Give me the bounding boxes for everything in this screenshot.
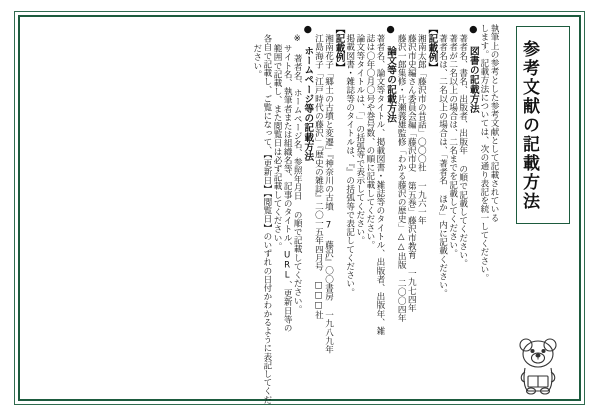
example-heading-papers: 【記載例】 [333, 24, 345, 72]
example-papers-line-1: 湘南花子「郷土の古墳と変遷」『神奈川の古墳 7 藤沢』〇〇書房 一九八九年 [323, 34, 334, 354]
title-box [516, 26, 570, 224]
bear-mascot-icon [512, 334, 564, 396]
section-heading-books: ● 図書の記載方法 [467, 24, 479, 114]
section-websites-line-2: サイト名、執筆者または組織名等、記事のタイトル、URL、更新日等の [282, 44, 293, 332]
intro-line-1: 執筆上の参考とした参考文献として記載されている [489, 24, 499, 222]
document-body [28, 24, 499, 404]
section-papers-line-2: 誌は〇年〇月〇号や巻号数、の順に記載してください。 [364, 34, 375, 249]
example-books-line-1: 湘南太郎「藤沢市の昔話」〇〇〇社 一九六一年 [416, 34, 427, 225]
section-heading-websites: ● ホームページ等の記載方法 [302, 24, 314, 162]
section-papers-line-3: 論文等タイトルは、「」の括弧等で表示してください。 [354, 34, 365, 245]
section-websites-line-5: ださい。 [251, 44, 262, 79]
example-books-line-2: 藤沢市史編さん委員会編「藤沢市史 第五巻」藤沢市教育 一九七四年 [406, 34, 417, 312]
section-websites-line-3: 範囲で記載し、また閲覧日は必ず記載してください。 [272, 44, 283, 251]
page-title: 参考文献の記載方法 [518, 39, 539, 211]
section-books-line-3: 著者名は、二名以上の場合は、「著者名 ほか」内に記載ください。 [437, 34, 448, 298]
section-papers-line-4: 掲載図書・雑誌等のタイトルは、『』の括弧等で表記してください。 [344, 34, 355, 297]
section-heading-papers: ● 論文等の記載方法 [385, 24, 397, 123]
section-books-line-1: 著者名、書名、出版者、出版年 の順で記載してください。 [457, 34, 468, 268]
example-papers-line-2: 江島海子「江戸時代の藤沢」『歴史の雑誌』二〇一五年四月号 □□□社 [313, 34, 324, 320]
example-books-line-3: 藤沢一郎集修・片瀬義雄監修「わかる藤沢の歴史」△△出版 二〇〇四年 [396, 34, 407, 322]
section-websites-line-4: 各自で記載し、ご覧になって、【更新日】【閲覧日】のいずれの日付かわかるように表記してくだ [261, 34, 272, 404]
intro-line-2: します。記載方法については、次の通り表記を統一してください。 [478, 24, 489, 282]
section-books-line-2: 著者が二名以上の場合は、二名までを記載してください。 [447, 34, 458, 258]
example-heading-books: 【記載例】 [426, 24, 438, 72]
section-websites-line-1: ※ 著者名、ホームページ名、参照年月日 の順で記載してください。 [292, 34, 303, 314]
section-papers-line-1: 著者名、論文等タイトル、掲載図書・雑誌等のタイトル、出版者、出版年、雑 [374, 34, 385, 335]
